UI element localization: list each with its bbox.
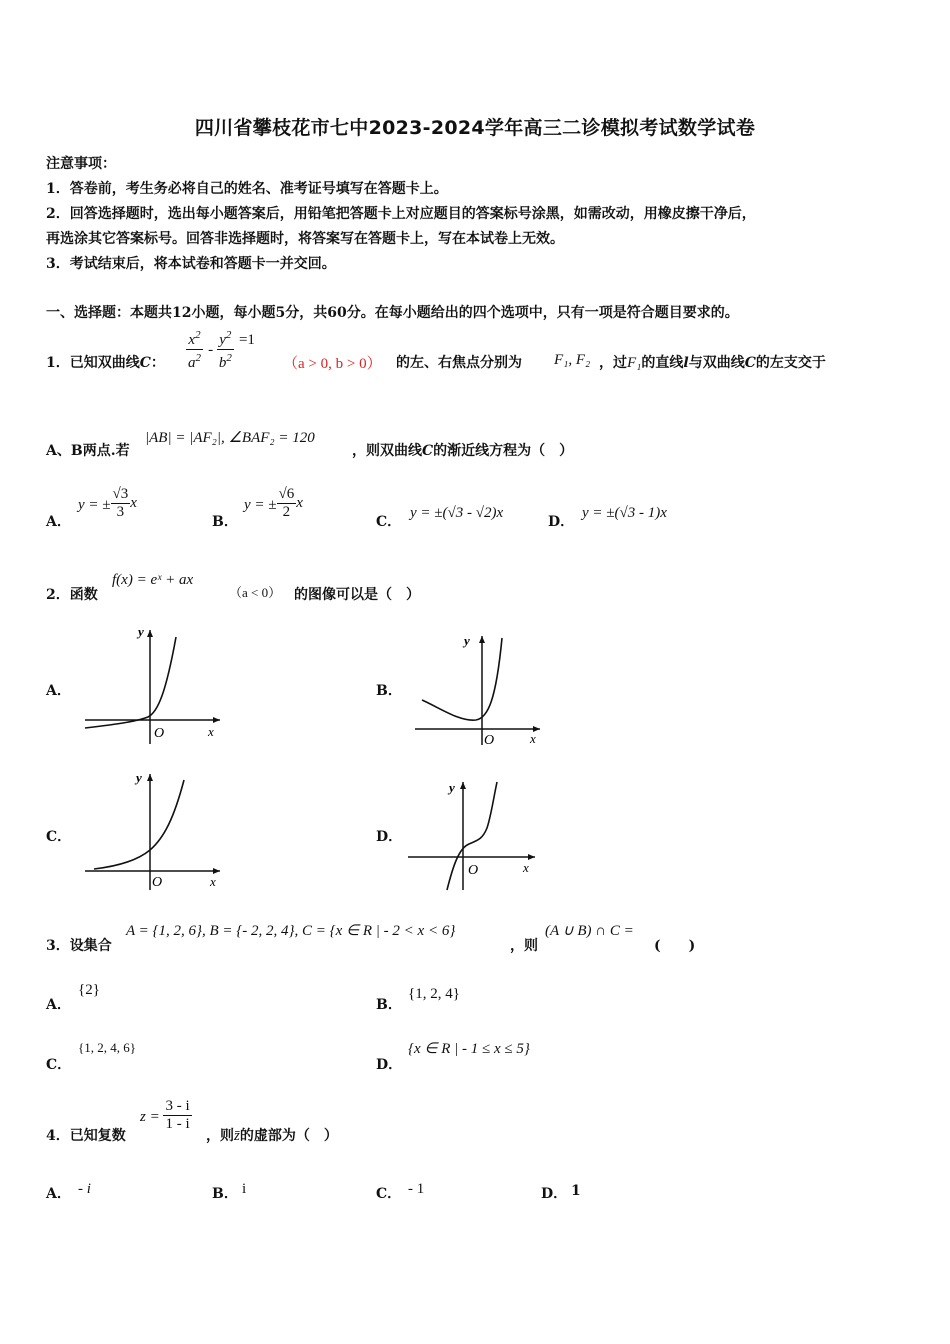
q4-then: ，则z̄的虚部为（ ） xyxy=(206,1128,338,1144)
q2-condition: （a < 0） xyxy=(229,585,282,600)
svg-text:y: y xyxy=(464,633,470,648)
origin-label: O xyxy=(154,726,165,741)
q2-function: f(x) = eˣ + ax xyxy=(112,572,194,588)
q2-graph-b[interactable] xyxy=(410,630,550,750)
q2-option-b-label: B． xyxy=(376,683,402,699)
q3-option-c[interactable]: {1, 2, 4, 6} xyxy=(78,1040,136,1055)
q1-condition: （a > 0, b > 0） xyxy=(283,356,382,372)
q3-option-a-label: A． xyxy=(46,997,71,1013)
q3-blank: ( ) xyxy=(654,938,696,954)
q4-option-d[interactable]: 1 xyxy=(571,1183,581,1199)
q1-option-d-label: D． xyxy=(548,514,575,530)
q3-option-d[interactable]: {x ∈ R | - 1 ≤ x ≤ 5} xyxy=(408,1041,530,1057)
svg-text:O: O xyxy=(152,875,163,890)
notice-item-2-cont: 再选涂其它答案标号。回答非选择题时，将答案写在答题卡上，写在本试卷上无效。 xyxy=(46,231,564,247)
q3-sets: A = {1, 2, 6}, B = {- 2, 2, 4}, C = {x ∈ R | - 2 < x < 6} xyxy=(126,923,456,939)
axis-y-label: y xyxy=(138,624,144,639)
axis-x-label: x xyxy=(208,724,214,739)
q4-complex-z: z = $\frac{3 - i}{1 - i}$ xyxy=(140,1098,190,1132)
q3-option-b[interactable]: {1, 2, 4} xyxy=(408,986,460,1002)
svg-text:x: x xyxy=(523,860,529,875)
q3-then: ，则 xyxy=(510,938,538,954)
q3-option-d-label: D． xyxy=(376,1057,403,1073)
svg-text:y: y xyxy=(136,770,142,785)
q1-option-d[interactable]: y = ±(√3 - 1)x xyxy=(582,505,667,521)
q4-option-b[interactable]: i xyxy=(242,1181,247,1197)
q3-option-c-label: C． xyxy=(46,1057,72,1073)
q1-option-a[interactable]: y = ± $\frac{√3}{3}$ x xyxy=(78,486,137,520)
q1-option-c[interactable]: y = ±(√3 - √2)x xyxy=(410,505,504,521)
q1-text-foci: 的左、右焦点分别为 xyxy=(396,355,522,371)
svg-text:y: y xyxy=(449,780,455,795)
q1-question: ，则双曲线C的渐近线方程为（ ） xyxy=(352,443,574,459)
q4-option-c[interactable]: - 1 xyxy=(408,1181,425,1197)
q3-option-b-label: B． xyxy=(376,997,402,1013)
q4-option-c-label: C． xyxy=(376,1186,402,1202)
q1-option-b-label: B． xyxy=(212,514,238,530)
q4-option-b-label: B． xyxy=(212,1186,238,1202)
q2-prefix: 2．函数 xyxy=(46,587,98,603)
notice-heading: 注意事项： xyxy=(46,156,116,172)
q1-foci: F₁, F₂ xyxy=(554,352,591,368)
q3-option-a[interactable]: {2} xyxy=(78,982,100,998)
q2-option-d-label: D． xyxy=(376,829,403,845)
svg-text:O: O xyxy=(484,733,495,748)
svg-text:O: O xyxy=(468,863,479,878)
q1-condition-2: |AB| = |AF₂|, ∠BAF₂ = 120 xyxy=(145,430,315,446)
q4-option-a[interactable]: - i xyxy=(78,1181,91,1197)
notice-item-3: 3．考试结束后，将本试卷和答题卡一并交回。 xyxy=(46,256,336,272)
q2-graph-d[interactable] xyxy=(405,776,545,894)
q3-prefix: 3．设集合 xyxy=(46,938,112,954)
q1-option-a-label: A． xyxy=(46,514,71,530)
q4-option-d-label: D． xyxy=(541,1186,568,1202)
q2-option-c-label: C． xyxy=(46,829,72,845)
q1-prefix: 1．已知双曲线C： xyxy=(46,355,165,371)
q2-question: 的图像可以是（ ） xyxy=(294,587,420,603)
svg-text:x: x xyxy=(210,874,216,889)
page-title: 四川省攀枝花市七中2023-2024学年高三二诊模拟考试数学试卷 xyxy=(194,117,756,139)
q1-option-b[interactable]: y = ± $\frac{√6}{2}$ x xyxy=(244,486,303,520)
q1-line2-prefix: A、B两点.若 xyxy=(46,443,130,459)
q2-graph-a[interactable] xyxy=(80,622,230,747)
q3-expression: (A ∪ B) ∩ C = xyxy=(545,923,634,939)
q1-hyperbola-equation: $\frac{x^2}{a^2}$ - $\frac{y^2}{b^2}$ =1 xyxy=(188,329,255,371)
q2-option-a-label: A． xyxy=(46,683,71,699)
q1-option-c-label: C． xyxy=(376,514,402,530)
notice-item-2: 2．回答选择题时，选出每小题答案后，用铅笔把答题卡上对应题目的答案标号涂黑，如需改动，用橡皮擦干净后， xyxy=(46,206,756,222)
section-heading: 一、选择题：本题共12小题，每小题5分，共60分。在每小题给出的四个选项中，只有一项是符合题目要求的。 xyxy=(46,305,739,321)
q4-prefix: 4．已知复数 xyxy=(46,1128,126,1144)
q4-option-a-label: A． xyxy=(46,1186,71,1202)
svg-text:x: x xyxy=(530,731,536,746)
q2-graph-c[interactable] xyxy=(80,768,230,893)
q1-text-through: ，过F₁的直线l与双曲线C的左支交于 xyxy=(599,355,826,371)
notice-item-1: 1．答卷前，考生务必将自己的姓名、准考证号填写在答题卡上。 xyxy=(46,181,448,197)
